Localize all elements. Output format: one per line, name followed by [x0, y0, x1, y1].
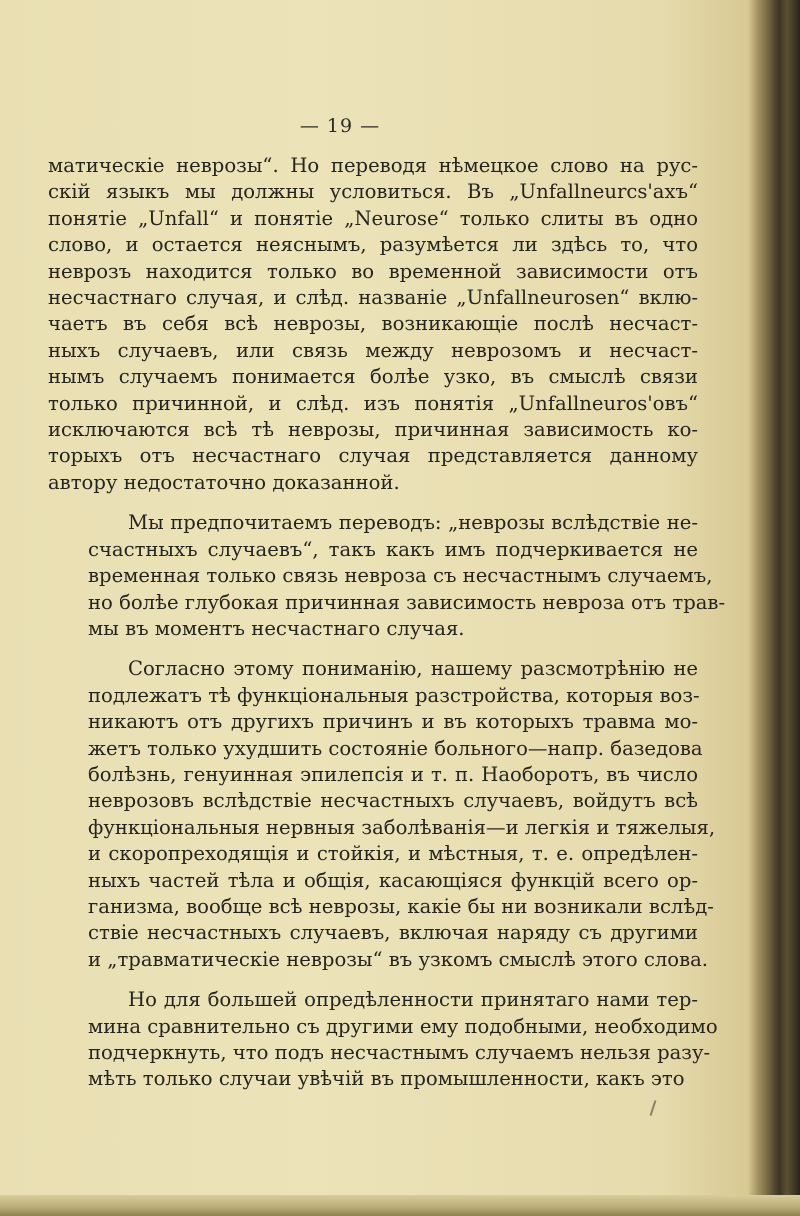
- text-line: матическіе неврозы“. Но переводя нѣмецкое слово на рус-: [48, 154, 698, 177]
- text-line: ганизма, вообще всѣ неврозы, какіе бы ни возникали вслѣд-: [88, 894, 714, 918]
- text-line: и „травматическіе неврозы“ въ узкомъ смыслѣ этого слова.: [88, 947, 709, 971]
- text-line: никаютъ отъ другихъ причинъ и въ которыхъ травма мо-: [88, 710, 698, 734]
- text-line: мѣть только случаи увѣчій въ промышленности, какъ это: [88, 1067, 685, 1091]
- text-line: болѣзнь, генуинная эпилепсія и т. п. Наоборотъ, въ число: [88, 762, 698, 786]
- text-line: неврозъ находится только во временной зависимости отъ: [48, 259, 698, 283]
- text-line: неврозовъ вслѣдствіе несчастныхъ случаевъ, войдутъ всѣ: [88, 789, 698, 813]
- paragraph: [48, 153, 698, 496]
- text-line: подлежатъ тѣ функціональныя разстройства, которыя воз-: [88, 683, 700, 707]
- text-line: нымъ случаемъ понимается болѣе узко, въ смыслѣ связи: [48, 365, 698, 389]
- text-line: скій языкъ мы должны условиться. Въ „Unfallneurcs'ахъ“: [48, 180, 698, 204]
- body-text: [48, 153, 726, 1107]
- text-line: чаетъ въ себя всѣ неврозы, возникающіе послѣ несчаст-: [48, 312, 698, 336]
- text-line: несчастнаго случая, и слѣд. названіе „Unfallneurosen“ вклю-: [48, 286, 698, 310]
- text-line: торыхъ отъ несчастнаго случая представляется данному: [48, 444, 698, 468]
- text-line: подчеркнуть, что подъ несчастнымъ случаемъ нельзя разу-: [88, 1041, 711, 1064]
- text-line: мы въ моментъ несчастнаго случая.: [88, 616, 465, 640]
- text-line: но болѣе глубокая причинная зависимость невроза отъ трав-: [88, 590, 726, 614]
- text-line: автору недостаточно доказанной.: [48, 470, 400, 494]
- text-line: мина сравнительно съ другими ему подобными, необходимо: [88, 1014, 718, 1038]
- text-line: счастныхъ случаевъ“, такъ какъ имъ подчеркивается не: [88, 537, 698, 561]
- text-line: Согласно этому пониманію, нашему разсмотрѣнію не: [128, 657, 698, 681]
- text-line: понятіе „Unfall“ и понятіе „Neurose“ только слиты въ одно: [48, 206, 698, 230]
- text-line: временная только связь невроза съ несчастнымъ случаемъ,: [88, 564, 713, 588]
- text-line: и скоропреходящія и стойкія, и мѣстныя, т. е. опредѣлен-: [88, 842, 698, 866]
- paragraph: [48, 510, 726, 642]
- text-line: исключаются всѣ тѣ неврозы, причинная зависимость ко-: [48, 418, 698, 442]
- text-line: ныхъ случаевъ, или связь между неврозомъ и несчаст-: [48, 338, 698, 362]
- text-line: функціональныя нервныя заболѣванія—и легкія и тяжелыя,: [88, 815, 716, 839]
- paragraph: [48, 656, 716, 973]
- text-line: слово, и остается неяснымъ, разумѣется ли здѣсь то, что: [48, 233, 698, 257]
- text-line: ствіе несчастныхъ случаевъ, включая наряду съ другими: [88, 921, 698, 945]
- text-line: только причинной, и слѣд. изъ понятія „Unfallneuros'овъ“: [48, 391, 698, 415]
- page-edge-shadow: [748, 0, 800, 1216]
- text-line: жетъ только ухудшить состояніе больного—напр. базедова: [88, 736, 703, 760]
- text-line: Но для большей опредѣленности принятаго нами тер-: [128, 988, 698, 1012]
- paragraph: [48, 987, 718, 1093]
- page-number: — 19 —: [299, 115, 381, 137]
- page-bottom-edge: [0, 1195, 800, 1216]
- text-line: Мы предпочитаемъ переводъ: „неврозы вслѣдствіе не-: [128, 511, 698, 535]
- text-line: ныхъ частей тѣла и общія, касающіяся функцій всего ор-: [88, 868, 698, 892]
